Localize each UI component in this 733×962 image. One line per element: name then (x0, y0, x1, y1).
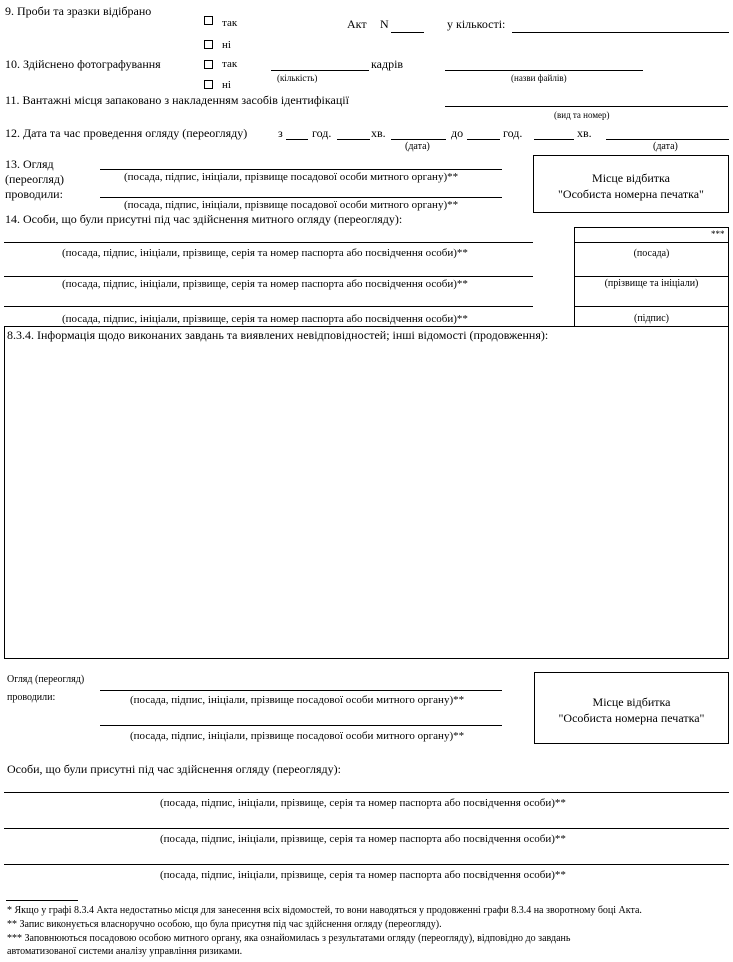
to-hour-unit: год. (503, 126, 523, 140)
samples-no-label: ні (222, 39, 231, 51)
section-14-label: 14. Особи, що були присутні під час здійснення митного огляду (переогляду): (5, 212, 403, 226)
file-names-caption: (назви файлів) (511, 73, 567, 83)
quantity-field[interactable] (512, 32, 729, 33)
bottom-person-1-field[interactable] (4, 792, 729, 793)
bottom-inspector-2-caption: (посада, підпис, ініціали, прізвище посадової особи митного органу)** (130, 730, 465, 742)
section-11-label: 11. Вантажні місця запаковано з накладенням засобів ідентифікації (5, 93, 349, 107)
frames-count-caption: (кількість) (277, 73, 318, 83)
stamp-bottom-line-1: Місце відбитка (592, 695, 671, 709)
photo-yes-checkbox[interactable] (204, 60, 213, 69)
frames-count-field[interactable] (271, 70, 369, 71)
inspector-1-caption: (посада, підпис, ініціали, прізвище посадової особи митного органу)** (124, 171, 459, 183)
bottom-inspector-1-caption: (посада, підпис, ініціали, прізвище посадової особи митного органу)** (130, 694, 465, 706)
bottom-inspection-label-2: проводили: (7, 692, 56, 703)
section-13-label-3: проводили: (5, 187, 63, 201)
bottom-inspector-2-field[interactable] (100, 725, 502, 726)
officer-table-divider-2 (574, 276, 729, 277)
bottom-persons-label: Особи, що були присутні під час здійснення огляду (переогляду): (7, 762, 341, 776)
to-hour-field[interactable] (467, 139, 500, 140)
footnote-3: *** Заповнюються посадовою особою митного органу, яка ознайомилась з результатами огляду (переогляду), відповідно до завдань (7, 933, 571, 944)
from-label: з (278, 126, 283, 140)
stamp-line-2: "Особиста номерна печатка" (558, 187, 704, 201)
bottom-person-2-caption: (посада, підпис, ініціали, прізвище, серія та номер паспорта або посвідчення особи)** (160, 833, 566, 845)
footnote-4: автоматизованої системи аналізу управління ризиками. (7, 946, 243, 957)
to-date-caption: (дата) (653, 141, 678, 152)
from-date-field[interactable] (391, 139, 446, 140)
officer-signature-caption: (підпис) (633, 313, 670, 324)
from-hour-unit: год. (312, 126, 332, 140)
person-1-caption: (посада, підпис, ініціали, прізвище, серія та номер паспорта або посвідчення особи)** (62, 247, 468, 259)
officer-table-stars: *** (711, 229, 725, 239)
person-2-caption: (посада, підпис, ініціали, прізвище, серія та номер паспорта або посвідчення особи)** (62, 278, 468, 290)
act-number-label: N (380, 17, 389, 31)
samples-yes-checkbox[interactable] (204, 16, 213, 25)
identification-caption: (вид та номер) (554, 110, 610, 120)
person-2-field[interactable] (4, 276, 533, 277)
section-834-label: 8.3.4. Інформація щодо виконаних завдань та виявлених невідповідностей; інші відомості (продовження): (7, 328, 549, 342)
file-names-field[interactable] (445, 70, 643, 71)
from-date-caption: (дата) (405, 141, 430, 152)
section-12-label: 12. Дата та час проведення огляду (переогляду) (5, 126, 248, 140)
footnote-1: * Якщо у графі 8.3.4 Акта недостатньо місця для занесення всіх відомостей, то вони наводяться у продовженні графи 8.3.4 на зворотному боці Акта. (7, 905, 642, 916)
to-date-field[interactable] (606, 139, 729, 140)
to-label: до (451, 126, 464, 140)
person-3-caption: (посада, підпис, ініціали, прізвище, серія та номер паспорта або посвідчення особи)** (62, 313, 468, 325)
stamp-bottom-line-2: "Особиста номерна печатка" (558, 711, 705, 725)
footnote-2: ** Запис виконується власноручно особою, що була присутня під час здійснення огляду (переогляду). (7, 919, 442, 930)
bottom-person-2-field[interactable] (4, 828, 729, 829)
officer-table-divider-3 (574, 306, 729, 307)
section-10-label: 10. Здійснено фотографування (5, 57, 161, 71)
section-9-label: 9. Проби та зразки відібрано (5, 4, 152, 18)
identification-field[interactable] (445, 106, 728, 107)
inspector-2-caption: (посада, підпис, ініціали, прізвище посадової особи митного органу)** (124, 199, 459, 211)
bottom-person-1-caption: (посада, підпис, ініціали, прізвище, серія та номер паспорта або посвідчення особи)** (160, 797, 566, 809)
person-3-field[interactable] (4, 306, 533, 307)
section-13-label-2: (переогляд) (5, 172, 64, 186)
photo-no-label: ні (222, 79, 231, 91)
bottom-inspector-1-field[interactable] (100, 690, 502, 691)
inspector-2-field[interactable] (100, 197, 502, 198)
inspector-1-field[interactable] (100, 169, 502, 170)
from-minute-unit: хв. (371, 126, 386, 140)
stamp-line-1: Місце відбитка (592, 171, 670, 185)
frames-label: кадрів (371, 57, 404, 71)
footnote-separator (6, 900, 78, 901)
samples-yes-label: так (222, 17, 238, 29)
bottom-person-3-field[interactable] (4, 864, 729, 865)
quantity-label: у кількості: (447, 17, 506, 31)
officer-table-divider-1 (574, 242, 729, 243)
act-label: Акт (347, 17, 367, 31)
to-minute-field[interactable] (534, 139, 574, 140)
photo-yes-label: так (222, 58, 238, 70)
from-minute-field[interactable] (337, 139, 370, 140)
photo-no-checkbox[interactable] (204, 80, 213, 89)
section-13-label-1: 13. Огляд (5, 157, 54, 171)
bottom-person-3-caption: (посада, підпис, ініціали, прізвище, серія та номер паспорта або посвідчення особи)** (160, 869, 566, 881)
stamp-box-top (533, 155, 729, 213)
officer-name-caption: (прізвище та ініціали) (604, 278, 699, 289)
to-minute-unit: хв. (577, 126, 592, 140)
bottom-inspection-label-1: Огляд (переогляд) (7, 674, 85, 685)
samples-no-checkbox[interactable] (204, 40, 213, 49)
stamp-box-bottom (534, 672, 729, 744)
info-textarea[interactable] (4, 326, 729, 659)
officer-position-caption: (посада) (633, 248, 670, 259)
from-hour-field[interactable] (286, 139, 308, 140)
act-number-field[interactable] (391, 32, 424, 33)
person-1-field[interactable] (4, 242, 533, 243)
